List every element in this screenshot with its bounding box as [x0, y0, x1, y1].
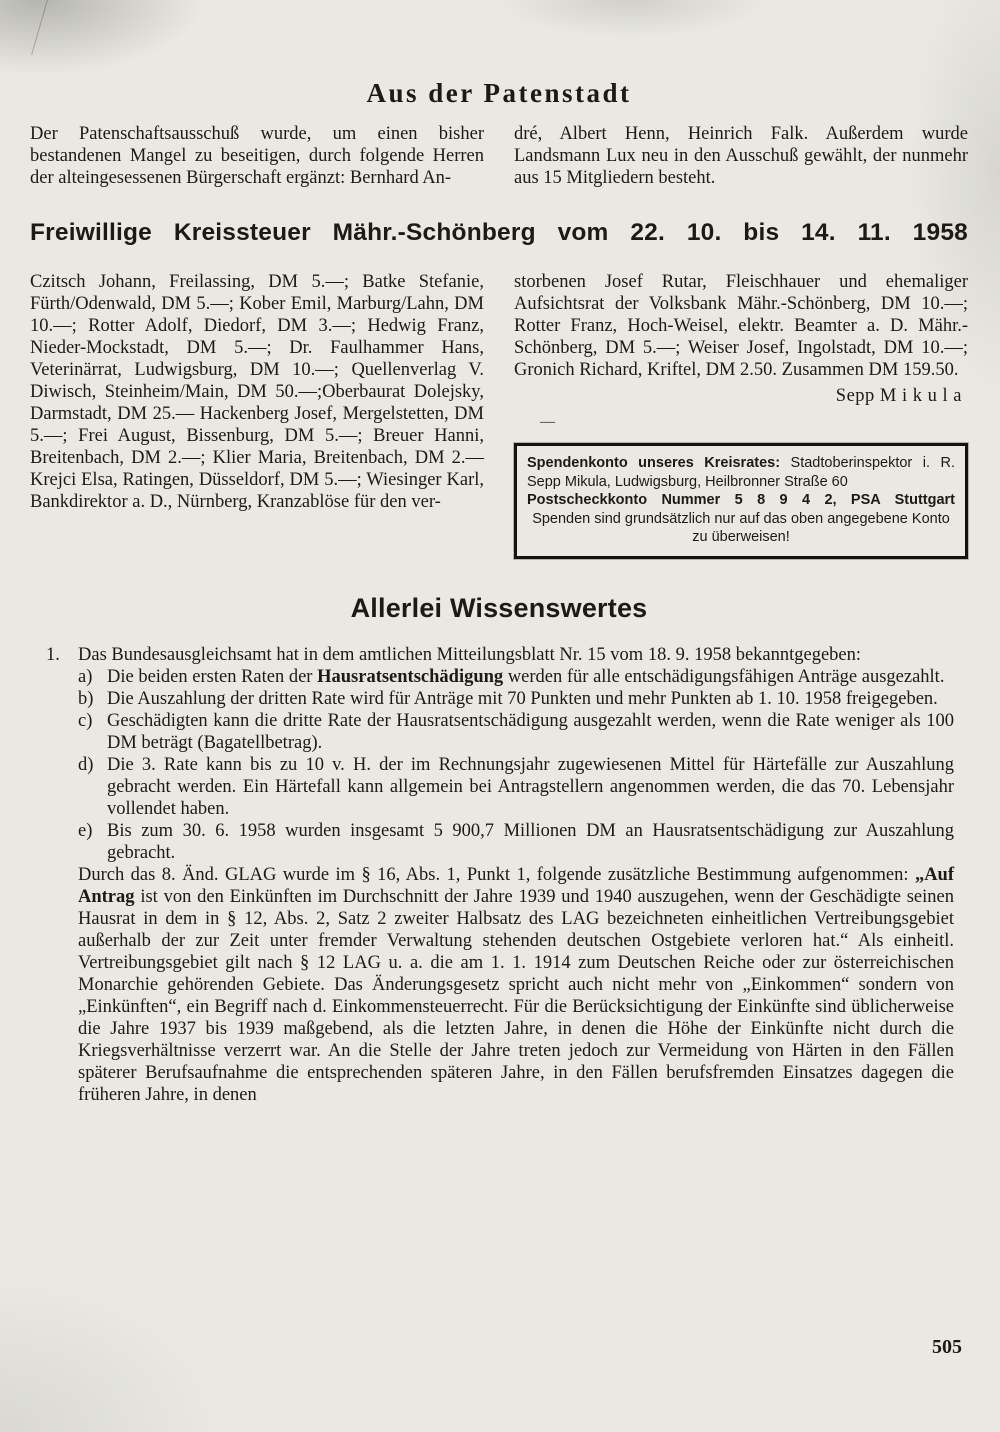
- list-item-text-before: Das Bundesausgleichsamt hat in dem amtlichen Mitteilungsblatt Nr. 15 vom 18. 9. 1958 bekanntgegeben:: [78, 644, 862, 665]
- donation-box-notice-line: Spenden sind grundsätzlich nur auf das oben angegebene Konto zu überweisen!: [532, 510, 950, 545]
- list-item-text-bold: Hausratsentschädigung: [317, 666, 504, 687]
- list-item-text: [78, 644, 954, 666]
- list-item-label: b): [78, 688, 94, 709]
- list-item-text: [107, 820, 954, 864]
- wissenswertes-list: [46, 644, 954, 1106]
- donation-box-line1: [527, 454, 955, 491]
- list-item-text: [107, 666, 954, 688]
- list-item-label: c): [78, 710, 93, 731]
- list-item: [46, 666, 954, 688]
- patenstadt-column-right: dré, Albert Henn, Heinrich Falk. Außerdem wurde Landsmann Lux neu in den Ausschuß gewählt, der nunmehr aus 15 Mitgliedern besteht.: [514, 124, 968, 188]
- list-item-text-before: Die 3. Rate kann bis zu 10 v. H. der im Rechnungsjahr zugewiesenen Mittel für Härtefälle zur Auszahlung gebracht werden. Ein Härtefall kann allgemein bei Antragstellern angenommen werden, die das 70. Lebensjahr vollendet haben.: [107, 754, 954, 819]
- list-item-text: [107, 710, 954, 754]
- article-wissenswertes: [30, 593, 968, 1106]
- donation-box-line1-rest: Stadtoberinspektor i. R. Sepp Mikula, Ludwigsburg, Heilbronner Straße 60: [527, 455, 955, 490]
- page-number: 505: [932, 1336, 962, 1358]
- closing-paragraph-after: ist von den Einkünften im Durchschnitt der Jahre 1939 und 1940 auszugehen, wenn der Geschädigte seinen Hausrat in dem in § 12, Abs. 2, Satz 2 zweiter Halbsatz des LAG bezeichneten einheitlichen Vertreibungsgebiet außerhalb der zur Zeit unter fremder Verwaltung stehenden deutschen Ostgebiete verloren hat.“ Als einheitl. Vertreibungsgebiet gilt nach § 12 LAG u. a. die am 1. 1. 1914 zum Deutschen Reiche oder zur österreichischen Monarchie gehörenden Gebiete. Das Änderungsgesetz spricht auch nicht mehr von „Einkommen“ sondern von „Einkünften“, ein Begriff nach d. Einkommensteuerrecht. Für die Berücksichtigung der Einkünfte sind üblicherweise die Jahre 1937 bis 1939 maßgebend, als die letzten Jahre, in denen die Höhe der Einkünfte nicht durch die Kriegsverhältnisse verzerrt war. An die Stelle der Jahre treten jedoch zur Vermeidung von Härten in den Fällen späterer Berufsaufnahme die entsprechenden späteren Jahre, in den Fällen berufsfremden Einsatzes dagegen die früheren Jahre, in denen: [78, 886, 954, 1105]
- list-item-text-after: werden für alle entschädigungsfähigen Anträge ausgezahlt.: [503, 666, 945, 687]
- list-item-text: [107, 688, 954, 710]
- list-item-text: [107, 754, 954, 820]
- article-patenstadt: [30, 78, 968, 189]
- article-kreissteuer: [30, 219, 968, 559]
- list-item: [46, 710, 954, 754]
- list-item-label: d): [78, 754, 94, 775]
- kreissteuer-column-right-text: storbenen Josef Rutar, Fleischhauer und ehemaliger Aufsichtsrat der Volksbank Mähr.-Schönberg, DM 10.—; Rotter Franz, Hoch-Weisel, elektr. Beamter a. D. Mähr.-Schönberg, DM 5.—; Weiser Josef, Ingolstadt, DM 10.—; Gronich Richard, Kriftel, DM 2.50. Zusammen DM 159.50.: [514, 272, 968, 380]
- donation-box-account-line: Postscheckkonto Nummer 5 8 9 4 2, PSA Stuttgart: [527, 492, 955, 508]
- list-item-text-before: Bis zum 30. 6. 1958 wurden insgesamt 5 900,7 Millionen DM an Hausratsentschädigung zur Auszahlung gebracht.: [107, 820, 954, 863]
- closing-paragraph-bold: „Auf Antrag: [78, 864, 954, 907]
- donation-account-box: [514, 443, 968, 559]
- kreissteuer-column-left: Czitsch Johann, Freilassing, DM 5.—; Batke Stefanie, Fürth/Odenwald, DM 5.—; Kober Emil, Marburg/Lahn, DM 10.—; Rotter Adolf, Diedorf, DM 3.—; Hedwig Franz, Nieder-Mockstadt, DM 5.—; Dr. Faulhammer Hans, Veterinärrat, Ludwigsburg, DM 10.—; Quellenverlag V. Diwisch, Steinheim/Main, DM 50.—;Oberbaurat Dolejsky, Darmstadt, DM 25.— Hackenberg Josef, Mergelstetten, DM 5.—; Frei August, Bissenburg, DM 5.—; Breuer Hanni, Breitenbach, DM 2.—; Klier Maria, Breitenbach, DM 2.— Krejci Elsa, Ratingen, Düsseldorf, DM 5.—; Wiesinger Karl, Bankdirektor a. D., Nürnberg, Kranzablöse für den ver-: [30, 272, 484, 512]
- separator-dash: —: [540, 414, 555, 430]
- list-item: [46, 754, 954, 820]
- list-item-text-before: Die Auszahlung der dritten Rate wird für Anträge mit 70 Punkten und mehr Punkten ab 1. 10. 1958 freigegeben.: [107, 688, 938, 709]
- patenstadt-column-left: Der Patenschaftsausschuß wurde, um einen bisher bestandenen Mangel zu beseitigen, durch folgende Herren der alteingesessenen Bürgerschaft ergänzt: Bernhard An-: [30, 124, 484, 188]
- patenstadt-columns: [30, 123, 968, 189]
- kreissteuer-columns: [30, 271, 968, 559]
- article-title-patenstadt: Aus der Patenstadt: [366, 78, 632, 108]
- article-title-wissenswertes: Allerlei Wissenswertes: [350, 592, 648, 623]
- list-item: [46, 644, 954, 666]
- list-item-text-before: Geschädigten kann die dritte Rate der Hausratsentschädigung ausgezahlt werden, wenn die Rate weniger als 100 DM beträgt (Bagatellbetrag).: [107, 710, 954, 753]
- closing-paragraph-before: Durch das 8. Änd. GLAG wurde im § 16, Abs. 1, Punkt 1, folgende zusätzliche Bestimmung aufgenommen:: [78, 864, 915, 885]
- donation-box-line1-bold: Spendenkonto unseres Kreisrates:: [527, 455, 781, 471]
- list-item: [46, 820, 954, 864]
- list-item-text-before: Die beiden ersten Raten der: [107, 666, 318, 687]
- closing-paragraph: [78, 864, 954, 1106]
- article-title-kreissteuer: Freiwillige Kreissteuer Mähr.-Schönberg vom 22. 10. bis 14. 11. 1958: [30, 219, 968, 246]
- list-item: [46, 688, 954, 710]
- list-item-label: a): [78, 666, 93, 687]
- signature: Sepp M i k u l a: [835, 386, 962, 406]
- list-item-label: 1.: [46, 644, 60, 665]
- kreissteuer-column-right: [514, 271, 968, 559]
- list-item-label: e): [78, 820, 93, 841]
